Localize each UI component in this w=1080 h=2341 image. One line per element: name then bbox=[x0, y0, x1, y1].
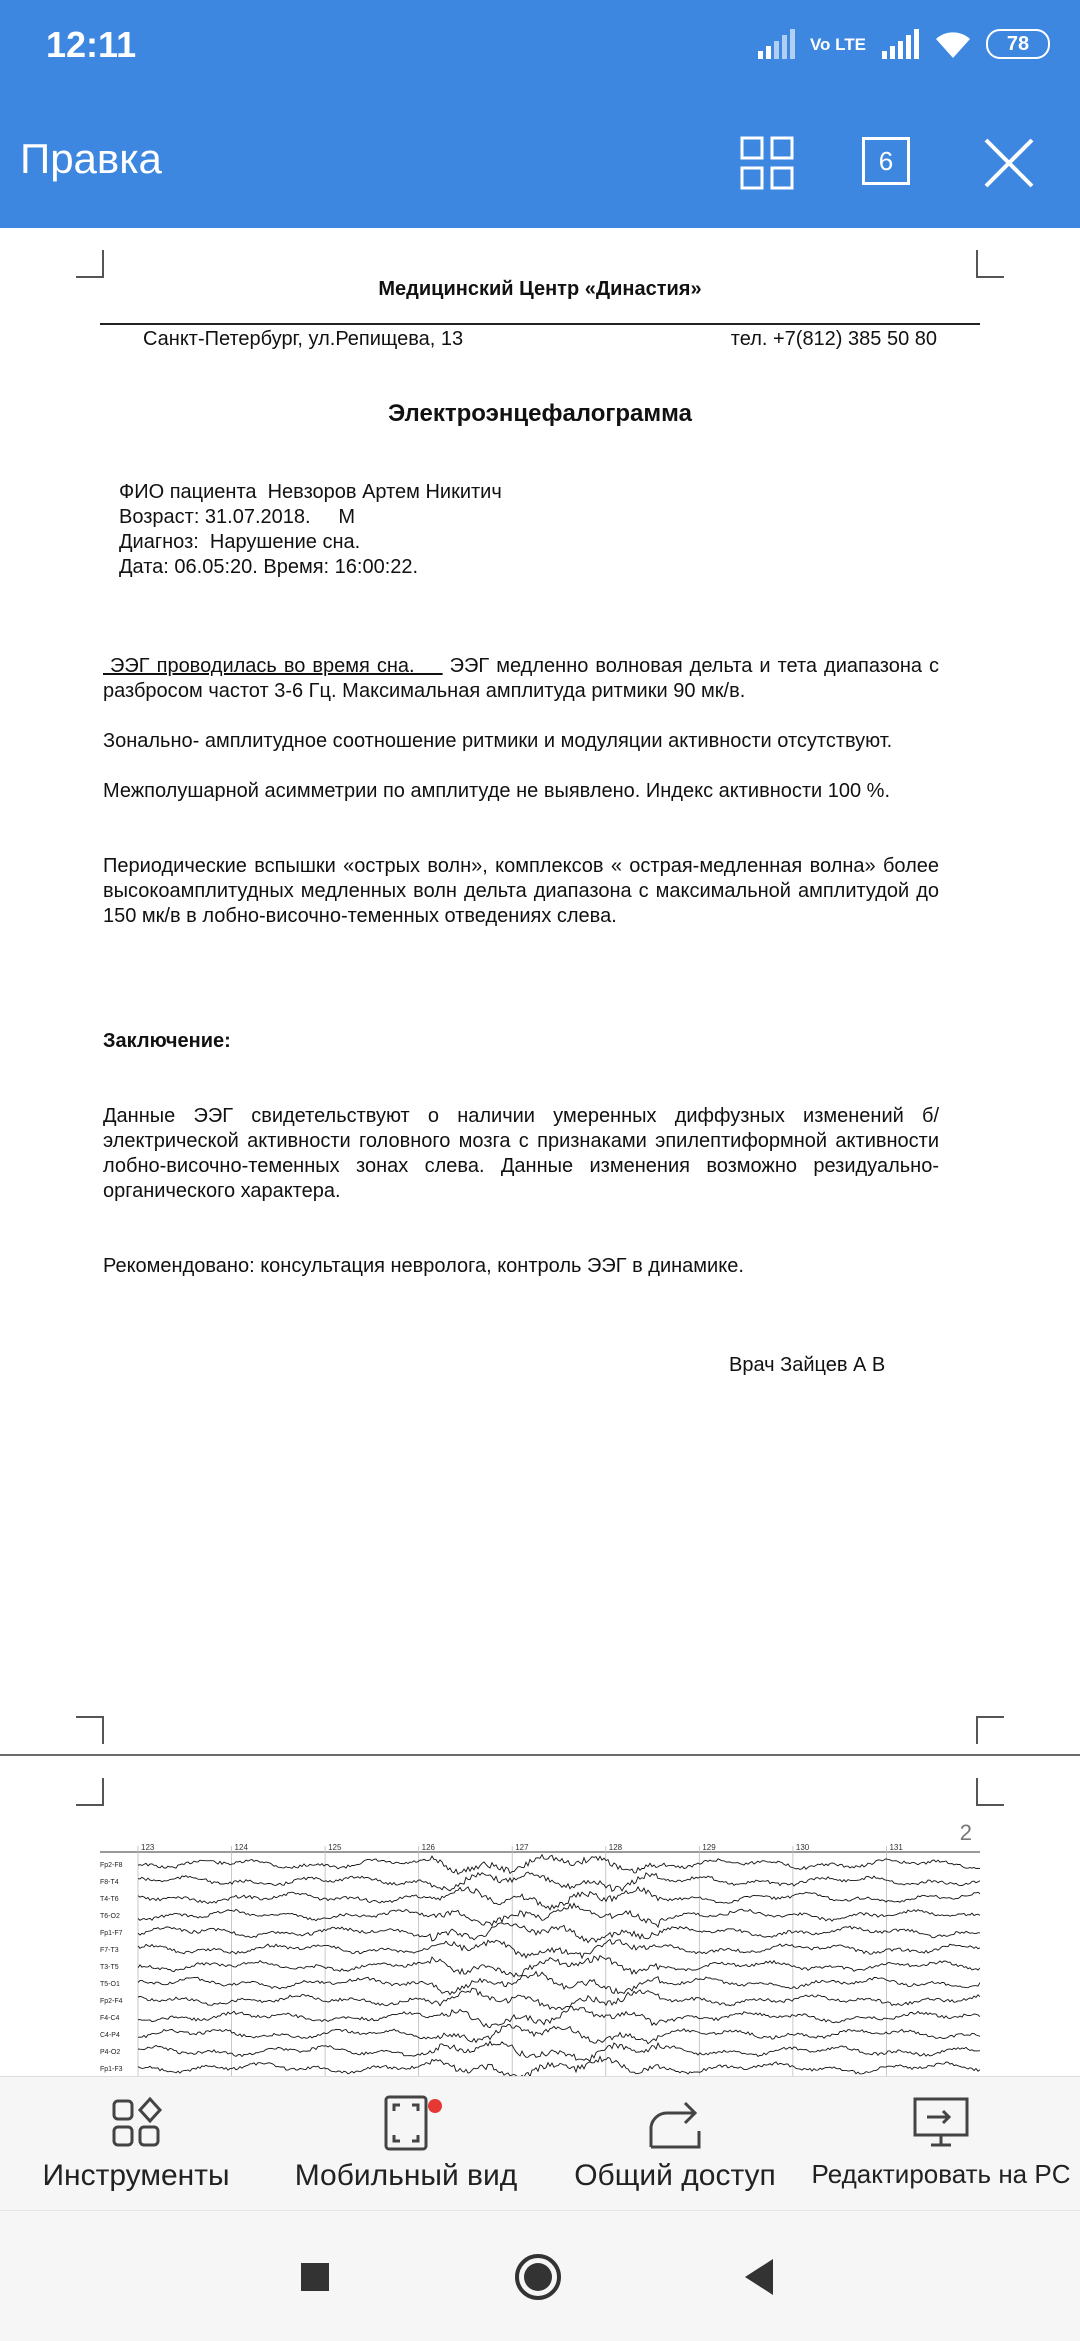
eeg-trace bbox=[138, 2007, 980, 2028]
eeg-trace bbox=[138, 1903, 980, 1927]
eeg-channel-label: F8-T4 bbox=[100, 1879, 119, 1886]
share-icon bbox=[645, 2093, 705, 2153]
eeg-channel-label: T6-O2 bbox=[100, 1913, 120, 1920]
eeg-time-mark: 125 bbox=[328, 1843, 342, 1852]
eeg-channel-label: P4-O2 bbox=[100, 2049, 121, 2056]
home-button[interactable] bbox=[510, 2249, 566, 2305]
patient-age: Возраст: 31.07.2018. М bbox=[119, 506, 356, 528]
eeg-channel-label: Fp1-F7 bbox=[100, 1930, 123, 1937]
header-divider bbox=[100, 323, 980, 325]
tools-button[interactable] bbox=[30, 2077, 242, 2211]
conclusion-paragraph bbox=[103, 1104, 939, 1204]
eeg-trace bbox=[138, 1887, 980, 1910]
findings-asymmetry: Межполушарной асимметрии по амплитуде не выявлено. Индекс активности 100 %. bbox=[103, 780, 891, 802]
page-corner-mark bbox=[76, 1778, 104, 1806]
page-number: 2 bbox=[959, 1820, 972, 1845]
tab-count: 6 bbox=[878, 146, 894, 176]
page-corner-mark bbox=[976, 250, 1004, 278]
conclusion-text: Данные ЭЭГ свидетельствуют о наличии умеренных диффузных изменений б/электрической активности головного мозга с признаками эпилептиформной активности лобно-височно-теменных зонах слева. Данные изменения возможно резидуально-органического характера. bbox=[103, 1105, 939, 1202]
share-button[interactable] bbox=[568, 2077, 782, 2211]
eeg-channel-label: F4-C4 bbox=[100, 2015, 120, 2022]
share-label: Общий доступ bbox=[574, 2159, 776, 2192]
eeg-time-mark: 129 bbox=[702, 1843, 716, 1852]
eeg-time-mark: 128 bbox=[608, 1843, 623, 1852]
findings-zonal: Зонально- амплитудное соотношение ритмики и модуляции активности отсутствуют. bbox=[103, 730, 893, 752]
doctor-signature: Врач Зайцев А В bbox=[729, 1354, 886, 1376]
findings-text: ЭЭГ медленно волновая дельта и тета диапазона с разбросом частот 3-6 Гц. Максимальная амплитуда ритмики 90 мк/в. bbox=[103, 655, 939, 702]
clinic-name: Медицинский Центр «Династия» bbox=[378, 278, 702, 300]
eeg-trace bbox=[138, 2025, 980, 2044]
tools-label: Инструменты bbox=[42, 2159, 230, 2192]
clinic-phone: тел. +7(812) 385 50 80 bbox=[730, 328, 937, 350]
eeg-trace bbox=[138, 1939, 980, 1958]
eeg-channel-label: T5-O1 bbox=[100, 1981, 120, 1988]
mobile-view-label: Мобильный вид bbox=[294, 2159, 518, 2192]
recents-button[interactable] bbox=[287, 2249, 343, 2305]
eeg-time-mark: 131 bbox=[889, 1843, 903, 1852]
mobile-view-icon bbox=[376, 2093, 436, 2153]
eeg-recording bbox=[100, 1838, 980, 2076]
page-corner-mark bbox=[976, 1778, 1004, 1806]
document-page-1[interactable] bbox=[0, 228, 1080, 1754]
close-icon[interactable] bbox=[974, 128, 1044, 198]
findings-bursts: Периодические вспышки «острых волн», комплексов « острая-медленная волна» более высокоамплитудных медленных волн дельта диапазона с максимальной амплитудой до 150 мк/в в лобно-височно-теменных отведениях слева. bbox=[103, 855, 939, 927]
system-nav-bar bbox=[0, 2210, 1080, 2341]
eeg-trace bbox=[138, 1923, 980, 1943]
patient-info bbox=[119, 480, 502, 580]
back-button[interactable] bbox=[733, 2249, 789, 2305]
tab-count-button[interactable] bbox=[862, 137, 910, 185]
eeg-trace bbox=[138, 1855, 980, 1875]
wifi-icon bbox=[934, 29, 972, 59]
grid-icon[interactable] bbox=[732, 128, 802, 198]
exam-date: Дата: 06.05:20. Время: 16:00:22. bbox=[119, 556, 419, 578]
edit-on-pc-button[interactable] bbox=[808, 2077, 1074, 2211]
bottom-toolbar bbox=[0, 2076, 1080, 2211]
top-bar bbox=[0, 0, 1080, 228]
eeg-time-mark: 123 bbox=[141, 1843, 155, 1852]
network-label: Vo LTE bbox=[809, 34, 866, 54]
edit-on-pc-label: Редактировать на PC bbox=[811, 2159, 1071, 2189]
eeg-trace bbox=[138, 2041, 980, 2061]
eeg-trace bbox=[138, 1988, 980, 2009]
mobile-view-button[interactable] bbox=[286, 2077, 526, 2211]
findings-underlined: ЭЭГ проводилась во время сна. bbox=[103, 655, 443, 677]
eeg-time-mark: 126 bbox=[421, 1843, 436, 1852]
eeg-channel-label: Fp1-F3 bbox=[100, 2066, 123, 2073]
eeg-channel-label: T3-T5 bbox=[100, 1964, 119, 1971]
findings-paragraph-3 bbox=[103, 779, 939, 804]
eeg-time-mark: 124 bbox=[234, 1843, 248, 1852]
patient-name: ФИО пациента Невзоров Артем Никитич bbox=[119, 481, 502, 503]
eeg-channel-label: T4-T6 bbox=[100, 1896, 119, 1903]
eeg-trace bbox=[138, 1872, 980, 1891]
findings-paragraph-4 bbox=[103, 854, 939, 929]
document-page-2[interactable] bbox=[0, 1756, 1080, 2076]
eeg-channel-label: Fp2-F4 bbox=[100, 1998, 123, 2005]
eeg-trace bbox=[138, 2057, 980, 2077]
findings-paragraph-2 bbox=[103, 729, 939, 754]
eeg-trace bbox=[138, 1956, 980, 1977]
edit-on-pc-icon bbox=[911, 2093, 971, 2153]
battery-level: 78 bbox=[1006, 33, 1030, 55]
eeg-channel-label: F7-T3 bbox=[100, 1947, 119, 1954]
conclusion-heading: Заключение: bbox=[103, 1030, 231, 1052]
patient-diagnosis: Диагноз: Нарушение сна. bbox=[119, 531, 361, 553]
page-corner-mark bbox=[76, 250, 104, 278]
tools-icon bbox=[106, 2093, 166, 2153]
lte-icon bbox=[810, 36, 866, 53]
page-corner-mark bbox=[76, 1716, 104, 1744]
eeg-trace bbox=[138, 1972, 980, 1995]
app-title[interactable]: Правка bbox=[20, 135, 162, 182]
notification-badge bbox=[428, 2099, 442, 2113]
clinic-address: Санкт-Петербург, ул.Репищева, 13 bbox=[143, 328, 464, 350]
eeg-time-mark: 130 bbox=[795, 1843, 810, 1852]
status-time: 12:11 bbox=[46, 24, 137, 65]
page-corner-mark bbox=[976, 1716, 1004, 1744]
status-icons bbox=[756, 22, 1050, 66]
eeg-time-mark: 127 bbox=[515, 1843, 529, 1852]
eeg-channel-label: Fp2-F8 bbox=[100, 1862, 123, 1869]
battery-icon bbox=[986, 29, 1050, 59]
eeg-channel-label: C4-P4 bbox=[100, 2032, 120, 2039]
findings-paragraph-1 bbox=[103, 654, 939, 704]
recommendation: Рекомендовано: консультация невролога, контроль ЭЭГ в динамике. bbox=[103, 1255, 744, 1277]
document-title: Электроэнцефалограмма bbox=[388, 400, 692, 427]
signal-icon bbox=[880, 29, 920, 59]
signal-icon bbox=[756, 29, 796, 59]
